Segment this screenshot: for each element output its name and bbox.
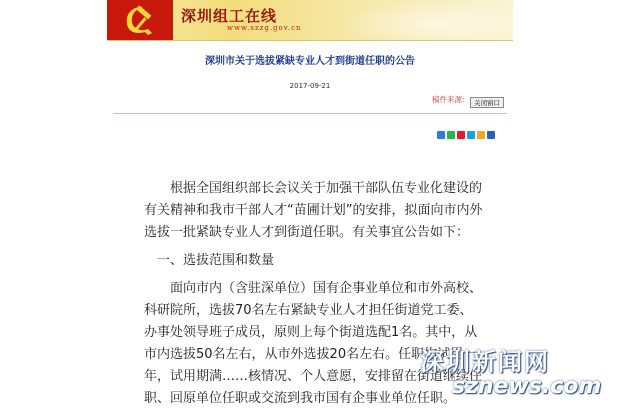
paragraph-scope: 面向市内（含驻深单位）国有企事业单位和市外高校、科研院所，选拔70名左右紧缺专业人才担任街道党工委、办事处领导班子成员，原则上每个街道选配1名。其中，从市内选拔50名左右，从市外选拔20名左右。任职均试用一年，试用期满……核情况、个人意愿，安排留在街道继续任职、回原单位任职或交流到我市国有企事业单位任职。 xyxy=(144,281,483,406)
hammer-sickle-icon xyxy=(121,2,159,38)
share-weibo-icon[interactable] xyxy=(457,131,465,139)
share-toolbar xyxy=(437,131,495,140)
page-margin-left xyxy=(0,0,107,413)
share-qzone-icon[interactable] xyxy=(477,131,485,139)
watermark-cn: 深圳新闻网 xyxy=(420,348,550,376)
source-label: 稿件来源： xyxy=(432,95,470,104)
site-title: 深圳组工在线 xyxy=(181,7,278,25)
site-banner xyxy=(107,0,513,41)
watermark-en: sznews.com xyxy=(452,374,602,399)
banner-decoration xyxy=(337,0,513,40)
share-wechat-icon[interactable] xyxy=(447,131,455,139)
party-emblem-box xyxy=(107,0,173,40)
share-renren-icon[interactable] xyxy=(487,131,495,139)
paragraph-intro: 根据全国组织部长会议关于加强干部队伍专业化建设的有关精神和我市干部人才“苗圃计划”的安排，拟面向市内外选拔一批紧缺专业人才到街道任职。有关事宜公告如下： xyxy=(144,181,483,240)
site-url: www.szzg.gov.cn xyxy=(227,24,302,32)
section-heading: 一、选拔范围和数量 xyxy=(157,253,275,268)
publish-date: 2017-09-21 xyxy=(289,82,331,90)
share-plus-icon[interactable] xyxy=(437,131,445,139)
close-window-button[interactable]: 关闭窗口 xyxy=(470,97,504,108)
title-divider xyxy=(113,113,507,114)
share-qq-icon[interactable] xyxy=(467,131,475,139)
article-title: 深圳市关于选拔紧缺专业人才到街道任职的公告 xyxy=(205,56,415,67)
